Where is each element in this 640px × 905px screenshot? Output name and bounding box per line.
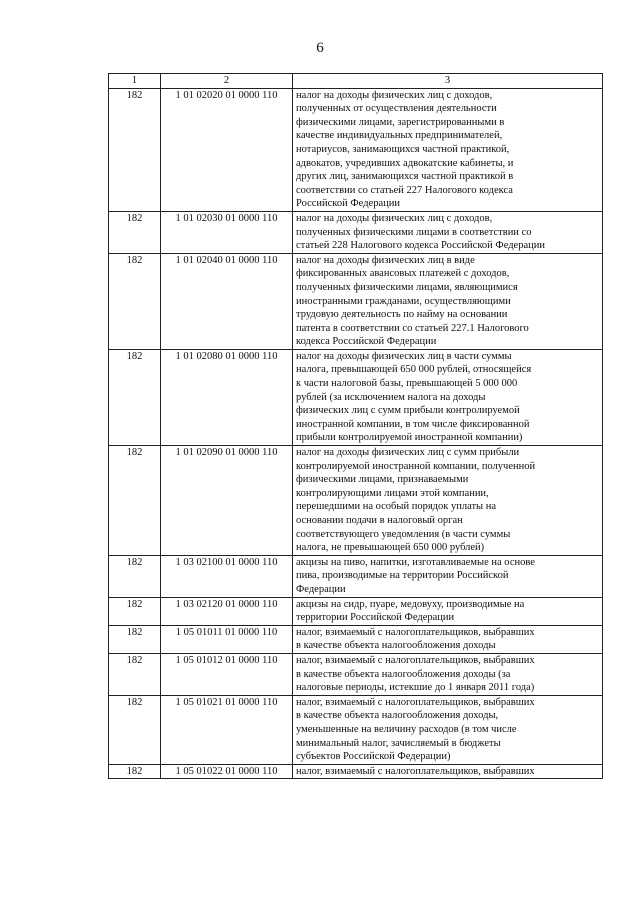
table-header-row (109, 74, 603, 89)
table-row (109, 695, 603, 764)
column-header: 3 (293, 74, 603, 89)
table-row (109, 764, 603, 779)
description-line: физических лиц с сумм прибыли контролируемой (296, 405, 520, 417)
description-line: основании подачи в налоговый орган (296, 515, 463, 526)
description-line: к части налоговой базы, превышающей 5 000 000 (296, 378, 518, 390)
description-line: других лиц, занимающихся частной практикой в (296, 171, 514, 183)
description-line: соответствии со статьей 227 Налогового кодекса (296, 184, 513, 196)
description-line: фиксированных авансовых платежей с доходов, (296, 268, 510, 280)
admin-code-cell: 182 (109, 625, 161, 653)
description-line: в качестве объекта налогообложения доходы (296, 640, 496, 652)
page-number: 6 (316, 40, 324, 56)
description-line: физическими лицами, зарегистрированными в (296, 116, 505, 128)
kbk-code-cell: 1 01 02040 01 0000 110 (161, 253, 293, 349)
table-row (109, 555, 603, 597)
description-cell (293, 555, 603, 597)
description-line: налога, не превышающей 650 000 рублей) (296, 542, 485, 554)
description-cell (293, 653, 603, 695)
kbk-code-cell: 1 01 02090 01 0000 110 (161, 446, 293, 556)
description-line: налог на доходы физических лиц с сумм прибыли (296, 447, 520, 459)
admin-code-cell: 182 (109, 597, 161, 625)
kbk-code-cell: 1 01 02080 01 0000 110 (161, 349, 293, 445)
admin-code-cell: 182 (109, 88, 161, 211)
table-row (109, 446, 603, 556)
description-line: трудовую деятельность по найму на основании (296, 309, 508, 321)
description-cell (293, 211, 603, 253)
description-line: налог, взимаемый с налогоплательщиков, выбравших (296, 654, 535, 666)
description-cell (293, 446, 603, 556)
admin-code-cell: 182 (109, 653, 161, 695)
admin-code-cell: 182 (109, 446, 161, 556)
description-line: полученных физическими лицами, являющимися (296, 281, 518, 293)
description-cell (293, 349, 603, 445)
kbk-code-cell: 1 03 02120 01 0000 110 (161, 597, 293, 625)
description-line: налог на доходы физических лиц с доходов, (296, 89, 493, 101)
description-line: налога, превышающей 650 000 рублей, относящейся (296, 364, 532, 376)
kbk-code-cell: 1 05 01012 01 0000 110 (161, 653, 293, 695)
description-line: прибыли контролируемой иностранной компании) (296, 432, 523, 444)
description-line: акцизы на пиво, напитки, изготавливаемые на основе (296, 556, 535, 568)
description-line: Федерации (296, 583, 346, 595)
description-line: нотариусов, занимающихся частной практикой, (296, 143, 510, 155)
admin-code-cell: 182 (109, 211, 161, 253)
description-line: полученных от осуществления деятельности (296, 103, 497, 115)
admin-code-cell: 182 (109, 349, 161, 445)
description-line: в качестве объекта налогообложения доходы, (296, 710, 499, 722)
description-line: иностранными гражданами, осуществляющими (296, 295, 511, 307)
description-line: адвокатов, учредивших адвокатские кабинеты, и (296, 157, 514, 169)
description-line: налог, взимаемый с налогоплательщиков, выбравших (296, 696, 535, 708)
description-line: в качестве объекта налогообложения доходы (за (296, 668, 511, 680)
kbk-code-cell: 1 05 01011 01 0000 110 (161, 625, 293, 653)
admin-code-cell: 182 (109, 764, 161, 779)
description-line: Российской Федерации (296, 198, 400, 210)
description-line: минимальный налог, зачисляемый в бюджеты (296, 737, 501, 749)
description-line: налог, взимаемый с налогоплательщиков, выбравших (296, 765, 535, 777)
table-row (109, 653, 603, 695)
table-row (109, 88, 603, 211)
column-header: 2 (161, 74, 293, 89)
table-row (109, 349, 603, 445)
kbk-code-cell: 1 01 02020 01 0000 110 (161, 88, 293, 211)
description-line: статьей 228 Налогового кодекса Российской Федерации (296, 240, 545, 252)
description-line: налог на доходы физических лиц в части суммы (296, 350, 512, 362)
kbk-code-cell: 1 05 01022 01 0000 110 (161, 764, 293, 779)
description-line: соответствующего уведомления (в части суммы (296, 528, 511, 540)
description-cell (293, 695, 603, 764)
description-line: налог, взимаемый с налогоплательщиков, выбравших (296, 626, 535, 638)
admin-code-cell: 182 (109, 555, 161, 597)
description-cell (293, 625, 603, 653)
table-body (109, 88, 603, 779)
description-line: уменьшенные на величину расходов (в том числе (296, 723, 517, 735)
kbk-code-cell: 1 01 02030 01 0000 110 (161, 211, 293, 253)
admin-code-cell: 182 (109, 695, 161, 764)
column-header: 1 (109, 74, 161, 89)
description-cell (293, 253, 603, 349)
description-cell (293, 764, 603, 779)
description-line: налоговые периоды, истекшие до 1 января 2011 года) (296, 682, 535, 694)
description-line: акцизы на сидр, пуаре, медовуху, производимые на (296, 598, 525, 610)
description-line: налог на доходы физических лиц в виде (296, 254, 475, 266)
table-row (109, 625, 603, 653)
description-cell (293, 597, 603, 625)
table-row (109, 211, 603, 253)
description-line: контролирующими лицами этой компании, (296, 487, 489, 499)
description-line: физическими лицами, признаваемыми (296, 474, 469, 486)
admin-code-cell: 182 (109, 253, 161, 349)
table-row (109, 253, 603, 349)
description-line: кодекса Российской Федерации (296, 336, 437, 348)
description-line: полученных физическими лицами в соответствии со (296, 226, 532, 238)
description-line: качестве индивидуальных предпринимателей, (296, 130, 503, 142)
kbk-code-cell: 1 05 01021 01 0000 110 (161, 695, 293, 764)
description-line: пива, производимые на территории Российской (296, 570, 509, 582)
description-line: территории Российской Федерации (296, 612, 455, 624)
kbk-code-cell: 1 03 02100 01 0000 110 (161, 555, 293, 597)
budget-codes-table (108, 73, 603, 779)
description-line: субъектов Российской Федерации) (296, 751, 451, 763)
description-line: иностранной компании, в том числе фиксированной (296, 418, 530, 430)
table-row (109, 597, 603, 625)
description-cell (293, 88, 603, 211)
description-line: налог на доходы физических лиц с доходов, (296, 212, 493, 224)
description-line: патента в соответствии со статьей 227.1 Налогового (296, 322, 529, 334)
description-line: контролируемой иностранной компании, полученной (296, 460, 536, 472)
description-line: перешедшими на особый порядок уплаты на (296, 501, 497, 513)
description-line: рублей (за исключением налога на доходы (296, 391, 486, 403)
